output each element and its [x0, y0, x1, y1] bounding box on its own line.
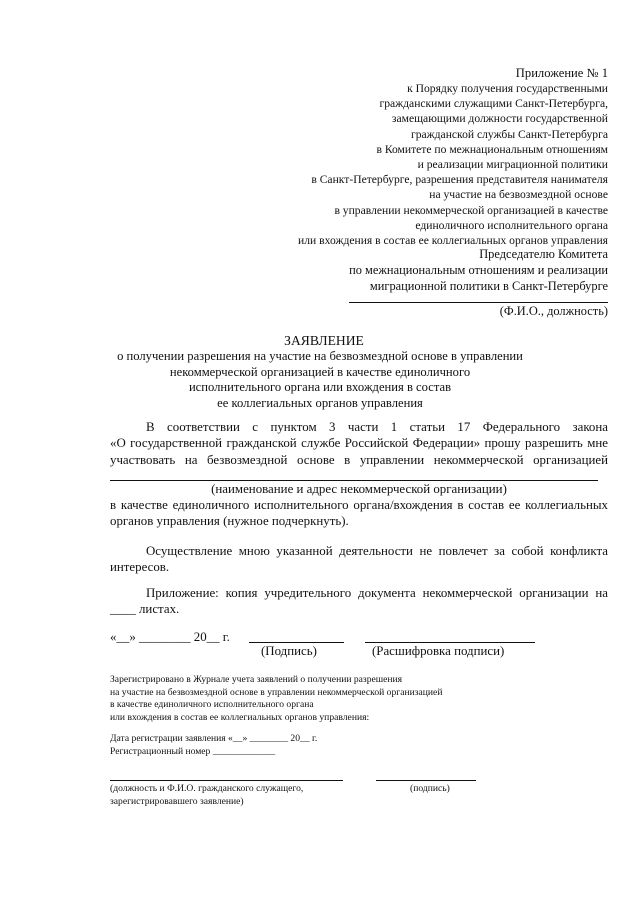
- body-line: В соответствии с пунктом 3 части 1 статьи 17 Федерального закона: [146, 420, 608, 434]
- body-line: органов управления (нужное подчеркнуть).: [110, 514, 349, 529]
- registration-number: Регистрационный номер _____________: [110, 745, 276, 757]
- registration-line: в качестве единоличного исполнительного органа: [110, 699, 314, 711]
- appendix-line: гражданской службы Санкт-Петербурга: [410, 127, 608, 141]
- body-paragraph-2: [110, 497, 608, 530]
- statement-subtitle-line: о получении разрешения на участие на безвозмездной основе в управлении: [117, 349, 523, 363]
- addressee-line: по межнациональным отношениям и реализации: [349, 262, 608, 277]
- addressee-line: Председателю Комитета: [479, 247, 608, 261]
- registration-line: на участие на безвозмездной основе в управлении некоммерческой организацией: [110, 686, 443, 698]
- appendix-line: в Комитете по межнациональным отношениям: [376, 142, 608, 156]
- statement-subtitle-line: исполнительного органа или вхождения в состав: [188, 380, 452, 395]
- official-underline: [110, 780, 343, 781]
- official-caption: (должность и Ф.И.О. гражданского служащего, зарегистрировавшего заявление): [110, 783, 304, 807]
- official-sign-underline: [376, 780, 476, 781]
- body-paragraph-3: [110, 543, 608, 576]
- addressee-fio-label: (Ф.И.О., должность): [499, 304, 608, 318]
- body-line: в качестве единоличного исполнительного органа/вхождения в состав ее коллегиальных: [110, 498, 608, 512]
- statement-title: ЗАЯВЛЕНИЕ: [284, 333, 364, 348]
- appendix-block: [298, 65, 608, 248]
- registration-block: [110, 674, 442, 724]
- body-line: Приложение: копия учредительного документа некоммерческой организации на: [146, 586, 608, 600]
- appendix-line: замещающими должности государственной: [391, 112, 608, 126]
- body-line: ____ листах.: [110, 602, 180, 617]
- appendix-line: в управлении некоммерческой организацией в качестве: [334, 203, 608, 217]
- statement-subtitle-line: некоммерческой организацией в качестве единоличного: [169, 364, 471, 379]
- body-line: участвовать на безвозмездной основе в управлении некоммерческой организацией: [110, 452, 608, 467]
- body-line: Осуществление мною указанной деятельности не повлечет за собой конфликта: [146, 544, 608, 558]
- body-paragraph-4: [110, 585, 608, 618]
- signature-decode-caption: (Расшифровка подписи): [372, 644, 505, 658]
- body-paragraph-1: [110, 419, 608, 468]
- body-line: «О государственной гражданской службе Российской Федерации» прошу разрешить мне: [110, 436, 608, 451]
- org-caption: (наименование и адрес некоммерческой организации): [211, 482, 507, 496]
- appendix-title: Приложение № 1: [515, 66, 608, 80]
- appendix-line: к Порядку получения государственными: [407, 82, 608, 95]
- appendix-line: и реализации миграционной политики: [417, 158, 608, 172]
- addressee-block: [349, 247, 608, 294]
- appendix-line: на участие на безвозмездной основе: [429, 188, 608, 202]
- registration-line: или вхождения в состав ее коллегиальных органов управления:: [110, 711, 370, 723]
- appendix-line: или вхождения в состав ее коллегиальных органов управления: [298, 234, 608, 248]
- statement-subtitle-line: ее коллегиальных органов управления: [217, 395, 423, 410]
- signature-date: «__» ________ 20__ г.: [110, 630, 230, 644]
- body-line: интересов.: [110, 560, 170, 575]
- appendix-line: единоличного исполнительного органа: [415, 218, 608, 232]
- signature-caption: (Подпись): [261, 644, 317, 658]
- official-sign-caption: (подпись): [410, 783, 450, 794]
- addressee-line: миграционной политики в Санкт-Петербурге: [369, 278, 608, 293]
- statement-heading: [0, 332, 640, 411]
- registration-line: Зарегистрировано в Журнале учета заявлений о получении разрешения: [110, 674, 403, 685]
- registration-date: Дата регистрации заявления «__» ________ 20__ г. Регистрационный номер _____________: [110, 733, 318, 757]
- appendix-line: в Санкт-Петербурге, разрешения представителя нанимателя: [311, 173, 608, 187]
- appendix-line: гражданскими служащими Санкт-Петербурга,: [379, 97, 608, 111]
